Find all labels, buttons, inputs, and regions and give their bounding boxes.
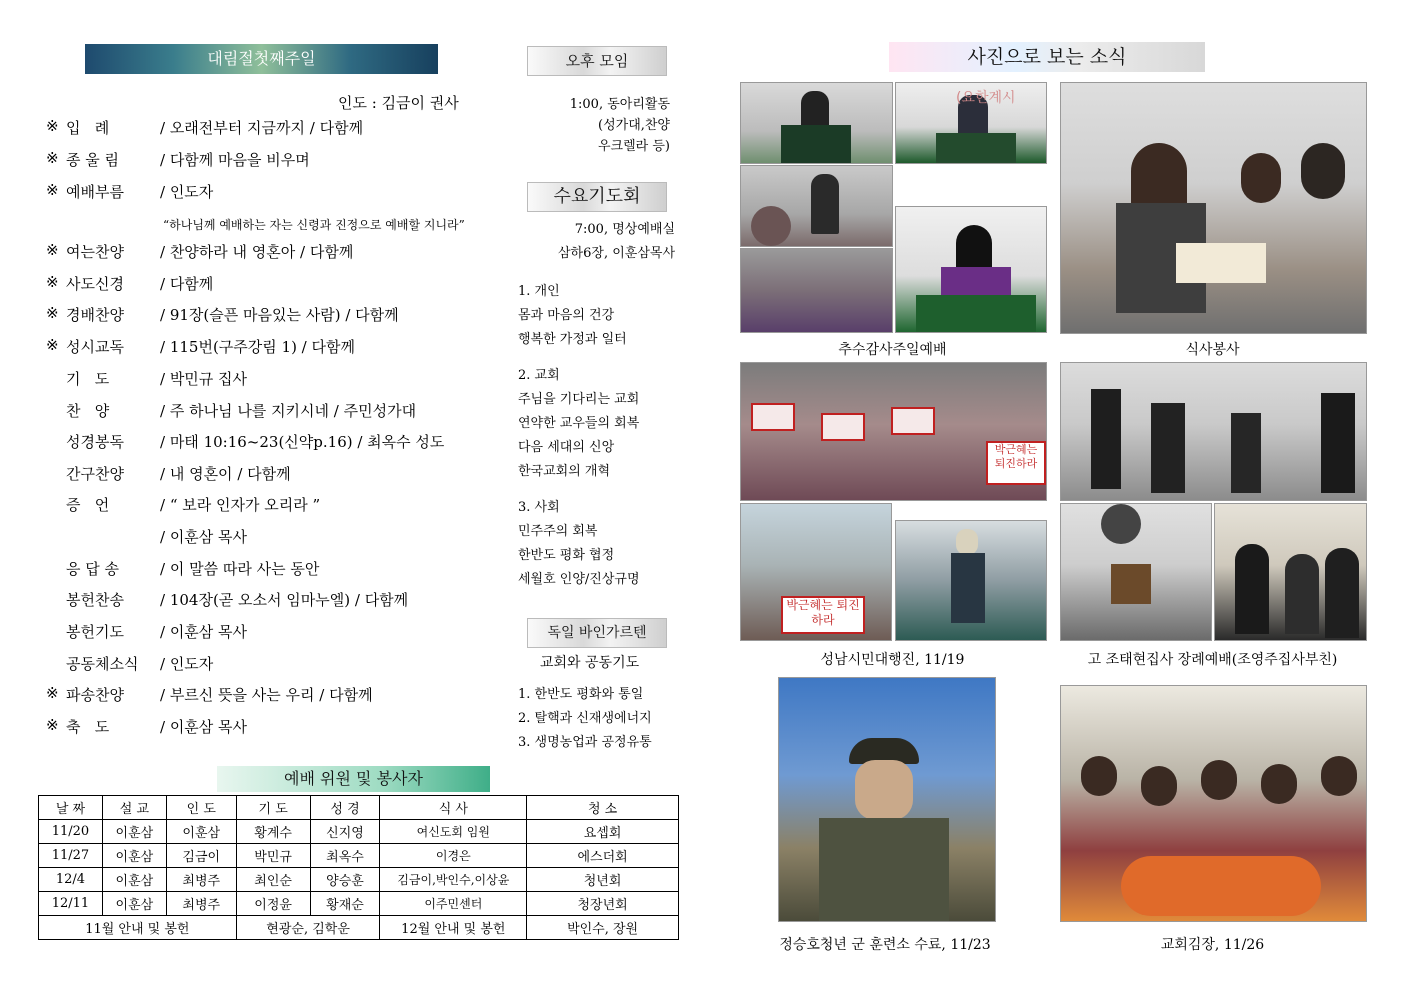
rally-sign: 박근혜는 퇴진하라: [781, 596, 865, 634]
prayer-line: 1. 개인: [518, 284, 560, 299]
table-header-cell: 인 도: [166, 796, 236, 820]
table-cell: 김금이: [166, 844, 236, 868]
service-leader: 인도 : 김금이 권사: [338, 94, 459, 112]
photo-thanksgiving-liturgist: [895, 206, 1047, 333]
photo-thanksgiving-speaker: (요한계시: [895, 82, 1047, 164]
prayer-line: 세월호 인양/진상규명: [518, 572, 640, 587]
table-cell: 에스더회: [527, 844, 679, 868]
photo-thanksgiving-congregation: [740, 165, 893, 247]
order-item-content: / 이훈삼 목사: [160, 718, 248, 736]
table-footer-cell: 박인수, 장원: [527, 916, 679, 940]
table-cell: 박민규: [236, 844, 310, 868]
wednesday-banner: 수요기도회: [527, 182, 667, 212]
order-item-content: / 이훈삼 목사: [160, 528, 248, 546]
photo-funeral-mourners: [1214, 503, 1367, 641]
table-row: [39, 820, 679, 844]
photo-rally-group: [740, 503, 892, 641]
german-subtitle: 교회와 공동기도: [540, 655, 640, 671]
table-cell: 이정윤: [236, 892, 310, 916]
table-footer-cell: 현광순, 김학운: [236, 916, 380, 940]
order-item-name: 축 도: [66, 718, 110, 736]
caption-meal-service: 식사봉사: [1185, 342, 1240, 358]
order-item-content: / 이훈삼 목사: [160, 623, 248, 641]
table-cell: 이훈삼: [102, 844, 166, 868]
caption-funeral: 고 조태현집사 장례예배(조영주집사부친): [1087, 652, 1338, 668]
prayer-line: 2. 교회: [518, 368, 560, 383]
order-item-content: / 이 말씀 따라 사는 동안: [160, 560, 320, 578]
photo-thanksgiving-choir: [740, 248, 893, 333]
table-row: [39, 892, 679, 916]
order-item-content: / 인도자: [160, 183, 214, 201]
table-cell: 12/4: [39, 868, 103, 892]
table-cell: 이경은: [380, 844, 527, 868]
wednesday-line: 삼하6장, 이훈삼목사: [558, 246, 675, 261]
order-item-content: / 부르신 뜻을 사는 우리 / 다함께: [160, 686, 373, 704]
table-row: [39, 868, 679, 892]
table-cell: 양승훈: [310, 868, 380, 892]
prayer-topics: [518, 280, 640, 592]
table-cell: 청장년회: [527, 892, 679, 916]
photo-funeral-service: [1060, 362, 1367, 501]
table-cell: 이훈삼: [102, 892, 166, 916]
required-mark: ※: [46, 149, 59, 167]
table-cell: 12/11: [39, 892, 103, 916]
table-cell: 황계수: [236, 820, 310, 844]
required-mark: ※: [46, 241, 59, 259]
required-mark: ※: [46, 716, 59, 734]
prayer-spacer: [518, 484, 640, 496]
table-cell: 이훈삼: [166, 820, 236, 844]
staff-banner: 예배 위원 및 봉사자: [217, 766, 490, 792]
order-item-name: 파송찬양: [66, 686, 124, 704]
caption-military: 정승호청년 군 훈련소 수료, 11/23: [779, 937, 991, 953]
table-cell: 황재순: [310, 892, 380, 916]
order-item-name: 증 언: [66, 496, 110, 514]
table-cell: 여신도회 임원: [380, 820, 527, 844]
service-title-banner: 대림절첫째주일: [85, 44, 438, 74]
prayer-line: 주님을 기다리는 교회: [518, 392, 640, 407]
order-item-content: / 오래전부터 지금까지 / 다함께: [160, 119, 364, 137]
order-item-name: 입 례: [66, 119, 110, 137]
order-item-name: 간구찬양: [66, 465, 124, 483]
afternoon-info: [530, 94, 670, 157]
order-item-content: / 마태 10:16~23(신약p.16) / 최옥수 성도: [160, 433, 445, 451]
table-cell: 이주민센터: [380, 892, 527, 916]
table-footer-cell: 11월 안내 및 봉헌: [39, 916, 237, 940]
required-mark: ※: [46, 304, 59, 322]
german-item: 1. 한반도 평화와 통일: [518, 687, 644, 702]
order-item-content: / 주 하나님 나를 지키시네 / 주민성가대: [160, 402, 417, 420]
table-footer-cell: 12월 안내 및 봉헌: [380, 916, 527, 940]
table-footer-row: [39, 916, 679, 940]
order-item-content: / 다함께: [160, 275, 214, 293]
table-header-cell: 기 도: [236, 796, 310, 820]
caption-thanksgiving: 추수감사주일예배: [838, 342, 947, 358]
order-item-name: 여는찬양: [66, 243, 124, 261]
staff-table: [38, 795, 679, 940]
table-cell: 최옥수: [310, 844, 380, 868]
prayer-spacer: [518, 352, 640, 364]
order-item-content: / 내 영혼이 / 다함께: [160, 465, 291, 483]
order-item-content: / 104장(곧 오소서 임마누엘) / 다함께: [160, 591, 409, 609]
photo-kimchi-making: [1060, 685, 1367, 922]
order-item-name: 공동체소식: [66, 655, 139, 673]
photo-rally-crowd: [740, 362, 1047, 501]
order-item-content: / 다함께 마음을 비우며: [160, 151, 310, 169]
photo-meal-service: [1060, 82, 1367, 334]
required-mark: ※: [46, 117, 59, 135]
order-item-name: 성경봉독: [66, 433, 124, 451]
order-item-name: 봉헌찬송: [66, 591, 124, 609]
order-item-content: / 박민규 집사: [160, 370, 248, 388]
table-cell: 이훈삼: [102, 820, 166, 844]
order-item-content: / 91장(슬픈 마음있는 사람) / 다함께: [160, 306, 399, 324]
table-header-cell: 날 짜: [39, 796, 103, 820]
table-header-cell: 성 경: [310, 796, 380, 820]
order-item-content: / 115번(구주강림 1) / 다함께: [160, 338, 355, 356]
table-cell: 요셉회: [527, 820, 679, 844]
photo-funeral-portrait: [1060, 503, 1212, 641]
table-cell: 최병주: [166, 892, 236, 916]
order-item-name: 기 도: [66, 370, 110, 388]
table-cell: 청년회: [527, 868, 679, 892]
order-item-name: 경배찬양: [66, 306, 124, 324]
german-items: [518, 683, 652, 755]
prayer-line: 한반도 평화 협정: [518, 548, 615, 563]
rally-sign: 박근혜는 퇴진하라: [986, 441, 1046, 485]
order-item-content: / 인도자: [160, 655, 214, 673]
photo-military-graduation: [778, 677, 996, 922]
photo-news-banner: 사진으로 보는 소식: [889, 42, 1205, 72]
afternoon-line: (성가대,찬양: [598, 118, 670, 133]
required-mark: ※: [46, 336, 59, 354]
order-item-content: / 찬양하라 내 영혼아 / 다함께: [160, 243, 354, 261]
table-header-cell: 설 교: [102, 796, 166, 820]
required-mark: ※: [46, 684, 59, 702]
photo-rally-speaker: [895, 520, 1047, 641]
prayer-line: 다음 세대의 신앙: [518, 440, 615, 455]
prayer-line: 한국교회의 개혁: [518, 464, 611, 479]
prayer-line: 연약한 교우들의 회복: [518, 416, 640, 431]
table-header-cell: 식 사: [380, 796, 527, 820]
order-item-name: 찬 양: [66, 402, 110, 420]
wednesday-info: [520, 218, 675, 266]
table-header-row: [39, 796, 679, 820]
prayer-line: 3. 사회: [518, 500, 560, 515]
table-cell: 이훈삼: [102, 868, 166, 892]
order-item-content: / “ 보라 인자가 오리라 ”: [160, 496, 321, 514]
table-row: [39, 844, 679, 868]
afternoon-line: 우크렐라 등): [598, 139, 670, 154]
order-item-name: 응 답 송: [66, 560, 120, 578]
prayer-line: 몸과 마음의 건강: [518, 308, 615, 323]
table-cell: 11/27: [39, 844, 103, 868]
order-item-name: 사도신경: [66, 275, 124, 293]
german-item: 3. 생명농업과 공정유통: [518, 735, 652, 750]
table-cell: 신지영: [310, 820, 380, 844]
german-item: 2. 탈핵과 신재생에너지: [518, 711, 652, 726]
required-mark: ※: [46, 273, 59, 291]
afternoon-line: 1:00, 동아리활동: [569, 97, 670, 112]
wednesday-line: 7:00, 명상예배실: [574, 222, 675, 237]
table-cell: 최인순: [236, 868, 310, 892]
photo-thanksgiving-pulpit: [740, 82, 893, 164]
order-item-name: 예배부름: [66, 183, 124, 201]
prayer-line: 민주주의 회복: [518, 524, 598, 539]
order-item-name: 성시교독: [66, 338, 124, 356]
afternoon-banner: 오후 모임: [527, 46, 667, 76]
table-cell: 최병주: [166, 868, 236, 892]
caption-rally: 성남시민대행진, 11/19: [820, 652, 965, 668]
table-header-cell: 청 소: [527, 796, 679, 820]
order-item-name: 봉헌기도: [66, 623, 124, 641]
prayer-line: 행복한 가정과 일터: [518, 332, 627, 347]
table-cell: 김금이,박인수,이상윤: [380, 868, 527, 892]
caption-kimchi: 교회김장, 11/26: [1160, 937, 1265, 953]
required-mark: ※: [46, 181, 59, 199]
table-cell: 11/20: [39, 820, 103, 844]
scripture-quote: “하나님께 예배하는 자는 신령과 진정으로 예배할 지니라”: [163, 218, 465, 232]
german-banner: 독일 바인가르텐: [527, 618, 667, 648]
order-item-name: 종 울 림: [66, 151, 120, 169]
